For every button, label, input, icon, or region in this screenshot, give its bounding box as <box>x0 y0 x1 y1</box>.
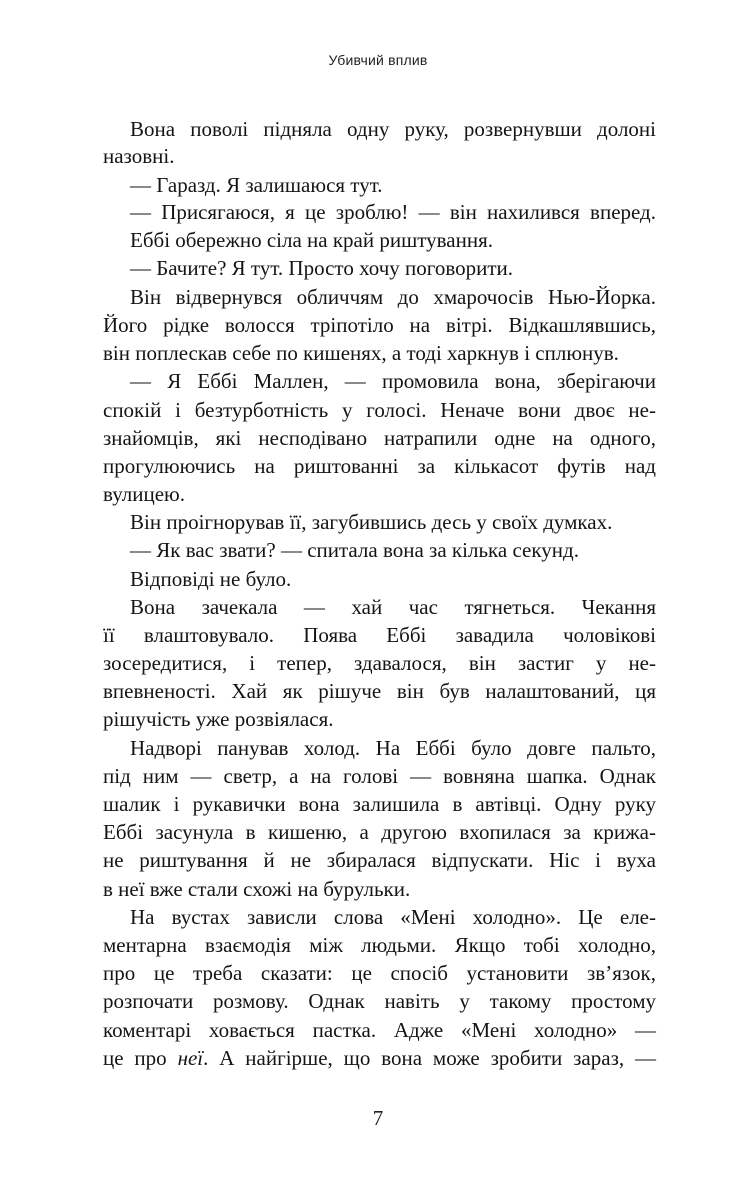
text-line: це про неї. А найгірше, що вона може зробити зараз, — <box>103 1046 656 1070</box>
text-line: спокій і безтурботність у голосі. Неначе вони двоє не- <box>103 398 656 422</box>
text-line: — Гаразд. Я залишаюся тут. <box>130 173 383 197</box>
text-line: — Я Еббі Маллен, — промовила вона, зберігаючи <box>130 369 656 393</box>
text-line: Вона зачекала — хай час тягнеться. Чекання <box>130 595 656 619</box>
text-line: знайомців, які несподівано натрапили одне на одного, <box>103 426 656 450</box>
text-line: Надворі панував холод. На Еббі було довге пальто, <box>130 736 656 760</box>
text-line: шалик і рукавички вона залишила в автівці. Одну руку <box>103 792 656 816</box>
page-number: 7 <box>372 1106 384 1130</box>
text-line: Він відвернувся обличчям до хмарочосів Нью-Йорка. <box>130 285 656 309</box>
text-line: Вона поволі підняла одну руку, розвернувши долоні <box>130 117 656 141</box>
text-line: рішучість уже розвіялася. <box>103 707 334 731</box>
text-line: в неї вже стали схожі на бурульки. <box>103 877 411 901</box>
text-line: назовні. <box>103 144 175 168</box>
text-line: ментарна взаємодія між людьми. Якщо тобі холодно, <box>103 933 656 957</box>
text-line: — Присягаюся, я це зроблю! — він нахилився вперед. <box>130 200 656 224</box>
text-line: розпочати розмову. Однак навіть у такому простому <box>103 989 656 1013</box>
text-line: Його рідке волосся тріпотіло на вітрі. Відкашлявшись, <box>103 313 656 337</box>
text-line: — Бачите? Я тут. Просто хочу поговорити. <box>130 256 514 280</box>
text-line: впевненості. Хай як рішуче він був налаштований, ця <box>103 679 656 703</box>
text-line: вулицею. <box>103 482 185 506</box>
text-line: Еббі обережно сіла на край риштування. <box>130 228 494 252</box>
text-line: коментарі ховається пастка. Адже «Мені холодно» — <box>103 1018 656 1042</box>
text-line: — Як вас звати? — спитала вона за кілька секунд. <box>130 538 579 562</box>
text-line: під ним — светр, а на голові — вовняна шапка. Однак <box>103 764 656 788</box>
text-line: її влаштовувало. Поява Еббі завадила чоловікові <box>103 623 656 647</box>
emphasis: неї <box>177 1046 204 1070</box>
text-line: Він проігнорував її, загубившись десь у своїх думках. <box>130 510 613 534</box>
text-line: зосередитися, і тепер, здавалося, він застиг у не- <box>103 651 656 675</box>
text-line: Відповіді не було. <box>130 567 292 591</box>
text-line: На вустах зависли слова «Мені холодно». Це еле- <box>130 905 656 929</box>
text-line: не риштування й не збиралася відпускати. Ніс і вуха <box>103 848 656 872</box>
text-line: він поплескав себе по кишенях, а тоді харкнув і сплюнув. <box>103 341 619 365</box>
text-line: прогулюючись на риштованні за кількасот футів над <box>103 454 656 478</box>
running-head: Убивчий вплив <box>328 52 428 68</box>
text-line: про це треба сказати: це спосіб установити зв’язок, <box>103 961 656 985</box>
text-line: Еббі засунула в кишеню, а другою вхопилася за крижа- <box>103 820 656 844</box>
